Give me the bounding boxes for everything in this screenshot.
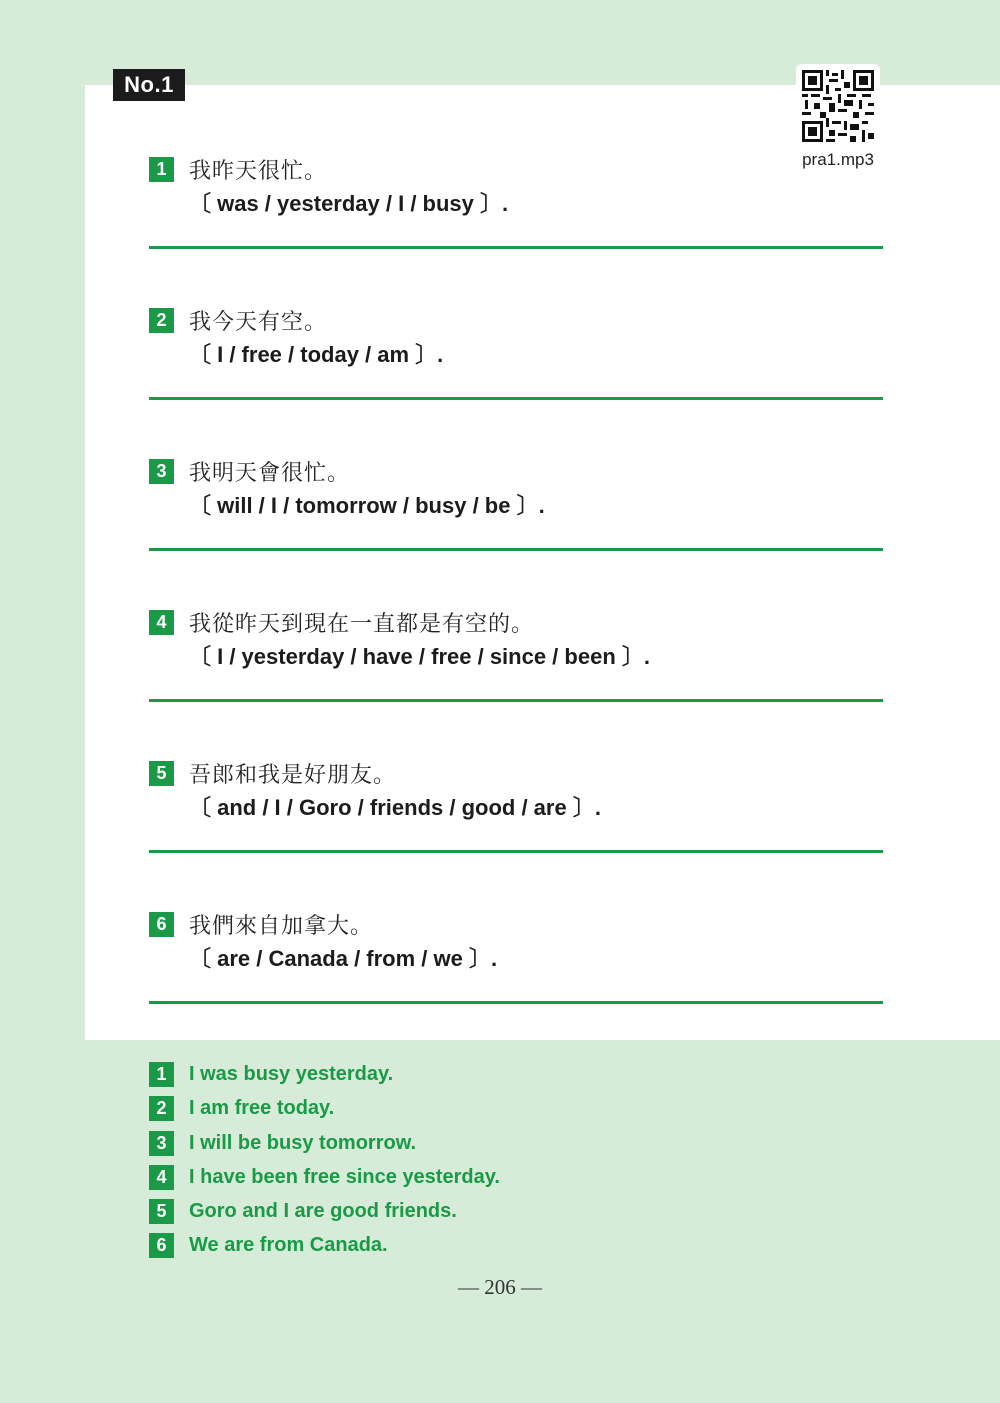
question-scramble: 〔 are / Canada / from / we 〕. — [189, 946, 498, 971]
question-scramble: 〔 I / yesterday / have / free / since / been 〕. — [189, 644, 650, 669]
answer-text: I will be busy tomorrow. — [189, 1131, 417, 1154]
question-scramble: 〔 I / free / today / am 〕. — [189, 342, 444, 367]
answer-number: 5 — [149, 1199, 174, 1224]
question-chinese: 我們來自加拿大。 — [189, 914, 374, 939]
answer-text: I have been free since yesterday. — [189, 1165, 500, 1188]
answer-number: 4 — [149, 1165, 174, 1190]
answer-text: I was busy yesterday. — [189, 1063, 394, 1085]
question-chinese: 我從昨天到現在一直都是有空的。 — [189, 612, 535, 637]
answer-line[interactable] — [149, 850, 883, 853]
question-scramble: 〔 and / I / Goro / friends / good / are 〕. — [189, 795, 601, 820]
answer-line[interactable] — [149, 1001, 883, 1004]
answer-number: 3 — [149, 1131, 174, 1156]
answer-line[interactable] — [149, 246, 883, 249]
question-chinese: 我明天會很忙。 — [189, 461, 351, 486]
section-badge: No.1 — [113, 69, 185, 101]
question-number: 1 — [149, 157, 174, 182]
answer-number: 2 — [149, 1096, 174, 1121]
audio-file-label: pra1.mp3 — [802, 150, 874, 169]
answer-line[interactable] — [149, 397, 883, 400]
page-number: — 206 — — [458, 1275, 542, 1299]
question-chinese: 我今天有空。 — [189, 310, 328, 335]
question-chinese: 我昨天很忙。 — [189, 159, 328, 184]
answer-line[interactable] — [149, 548, 883, 551]
answer-number: 1 — [149, 1062, 174, 1087]
question-chinese: 吾郎和我是好朋友。 — [189, 763, 397, 788]
answer-line[interactable] — [149, 699, 883, 702]
qr-code-graphic — [802, 70, 874, 142]
question-scramble: 〔 will / I / tomorrow / busy / be 〕. — [189, 493, 545, 518]
question-number: 4 — [149, 610, 174, 635]
answer-text: Goro and I are good friends. — [189, 1200, 457, 1223]
answer-number: 6 — [149, 1233, 174, 1258]
question-number: 5 — [149, 761, 174, 786]
question-number: 6 — [149, 912, 174, 937]
answer-text: I am free today. — [189, 1097, 335, 1120]
question-number: 2 — [149, 308, 174, 333]
question-scramble: 〔 was / yesterday / I / busy 〕. — [189, 191, 509, 216]
qr-code-icon[interactable] — [796, 64, 880, 148]
question-number: 3 — [149, 459, 174, 484]
answer-text: We are from Canada. — [189, 1234, 388, 1257]
worksheet-card — [85, 85, 1000, 1040]
